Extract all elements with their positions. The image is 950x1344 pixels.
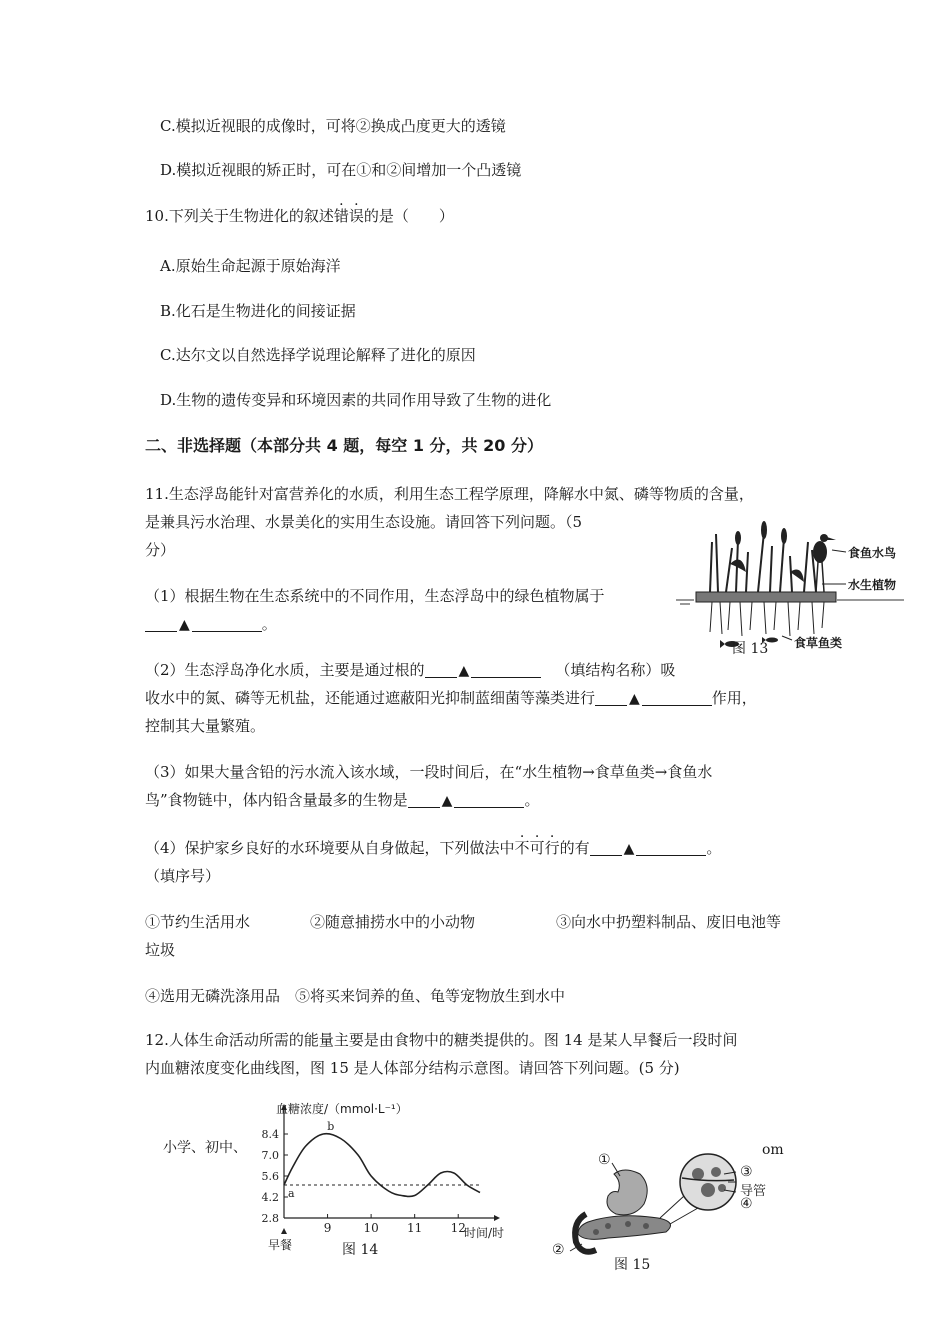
text: 鸟”食物链中，体内铅含量最多的生物是 bbox=[145, 791, 408, 809]
q11-part2-line2 bbox=[145, 687, 757, 710]
punct: 。 bbox=[706, 839, 722, 857]
q10-stem-pre: 10.下列关于生物进化的叙述 bbox=[145, 207, 334, 225]
fig15-label-1: ① bbox=[598, 1152, 611, 1168]
q11-part1-answer bbox=[145, 613, 277, 636]
emphasis-char: 错 bbox=[333, 207, 349, 225]
blank-marker: ▲ bbox=[629, 691, 640, 707]
fig15-label-4: ④ bbox=[740, 1196, 753, 1212]
y-tick-label: 5.6 bbox=[261, 1170, 279, 1183]
x-tick-label: 9 bbox=[323, 1221, 332, 1235]
fig15-label-duct: 导管 bbox=[740, 1184, 767, 1199]
answer-blank[interactable] bbox=[471, 659, 541, 678]
x-tick-label: 12 bbox=[450, 1221, 466, 1235]
answer-blank[interactable] bbox=[145, 613, 177, 632]
punct: 。 bbox=[524, 791, 540, 809]
point-label-a: a bbox=[288, 1187, 295, 1200]
blank-marker: ▲ bbox=[623, 841, 635, 857]
text: 的有 bbox=[559, 839, 590, 857]
answer-blank[interactable] bbox=[590, 837, 622, 856]
breakfast-arrow bbox=[281, 1228, 287, 1234]
answer-blank[interactable] bbox=[636, 837, 706, 856]
answer-blank[interactable] bbox=[642, 687, 712, 706]
fig15-label-3: ③ bbox=[740, 1164, 753, 1180]
blank-marker: ▲ bbox=[179, 617, 190, 633]
q12-intro-2: 内血糖浓度变化曲线图，图 15 是人体部分结构示意图。请回答下列问题。(5 分) bbox=[145, 1059, 680, 1077]
chart-xlabel: 时间/时 bbox=[464, 1226, 505, 1240]
emphasis-char: 不 bbox=[514, 839, 530, 857]
punct: 。 bbox=[261, 615, 277, 633]
q9-option-d: D.模拟近视眼的矫正时，可在①和②间增加一个凸透镜 bbox=[160, 161, 522, 179]
q11-choice-2: ②随意捕捞水中的小动物 bbox=[310, 913, 476, 931]
q11-intro-1: 11.生态浮岛能针对富营养化的水质，利用生态工程学原理，降解水中氮、磷等物质的含量， bbox=[145, 485, 754, 503]
answer-blank[interactable] bbox=[595, 687, 627, 706]
figure-13-caption: 图 13 bbox=[732, 641, 769, 657]
q11-choice-3: ③向水中扔塑料制品、废旧电池等 bbox=[556, 913, 782, 931]
q10-option-b: B.化石是生物进化的间接证据 bbox=[160, 302, 356, 320]
emphasis-char: 误 bbox=[348, 207, 364, 225]
figure-15 bbox=[548, 1152, 788, 1276]
emphasis-char: 可 bbox=[529, 839, 545, 857]
blank-marker: ▲ bbox=[458, 663, 470, 679]
chart-title: 图 14 bbox=[342, 1242, 379, 1258]
q10-option-a: A.原始生命起源于原始海洋 bbox=[160, 257, 341, 275]
q10-stem-post: 的是（ ） bbox=[363, 207, 454, 225]
q10-option-c: C.达尔文以自然选择学说理论解释了进化的原因 bbox=[160, 346, 476, 364]
text: （填结构名称）吸 bbox=[555, 661, 676, 679]
q11-choice-1: ①节约生活用水 bbox=[145, 913, 251, 931]
x-axis-arrow bbox=[494, 1215, 500, 1221]
label-bird: 食鱼水鸟 bbox=[848, 546, 897, 560]
x-tick-label: 10 bbox=[363, 1221, 379, 1235]
q11-part4-line1 bbox=[145, 837, 721, 860]
watermark-text-left: 小学、初中、 bbox=[163, 1140, 247, 1156]
y-tick-label: 2.8 bbox=[261, 1212, 279, 1225]
q11-part1: （1）根据生物在生态系统中的不同作用，生态浮岛中的绿色植物属于 bbox=[145, 587, 605, 605]
q9-option-c: C.模拟近视眼的成像时，可将②换成凸度更大的透镜 bbox=[160, 117, 506, 135]
text: （4）保护家乡良好的水环境要从自身做起，下列做法中 bbox=[145, 839, 515, 857]
q11-part4-line2: （填序号） bbox=[145, 867, 221, 885]
answer-blank[interactable] bbox=[408, 789, 440, 808]
q12-intro-1: 12.人体生命活动所需的能量主要是由食物中的糖类提供的。图 14 是某人早餐后一段时间 bbox=[145, 1031, 738, 1049]
text: 收水中的氮、磷等无机盐，还能通过遮蔽阳光抑制蓝细菌等藻类进行 bbox=[145, 689, 596, 707]
y-tick-label: 8.4 bbox=[261, 1128, 279, 1141]
fig15-label-2: ② bbox=[552, 1242, 565, 1258]
watermark-text-right: om bbox=[762, 1142, 784, 1158]
x-tick-label: 11 bbox=[407, 1221, 423, 1235]
q11-part3-line2 bbox=[145, 789, 539, 812]
label-fish: 食草鱼类 bbox=[794, 636, 843, 650]
q11-choice-3-cont: 垃圾 bbox=[145, 941, 176, 959]
q10-stem bbox=[145, 205, 454, 227]
figure-15-caption: 图 15 bbox=[614, 1257, 651, 1273]
answer-blank[interactable] bbox=[425, 659, 457, 678]
chart-ylabel: 血糖浓度/（mmol·L⁻¹） bbox=[276, 1102, 408, 1116]
emphasis-char: 行 bbox=[544, 839, 560, 857]
answer-blank[interactable] bbox=[454, 789, 524, 808]
chart-x-start-label: 早餐 bbox=[268, 1238, 293, 1252]
y-tick-label: 7.0 bbox=[261, 1149, 279, 1162]
text: （2）生态浮岛净化水质，主要是通过根的 bbox=[145, 661, 425, 679]
section-2-heading: 二、非选择题（本部分共 4 题，每空 1 分，共 20 分） bbox=[145, 436, 543, 455]
q11-part2-line3: 控制其大量繁殖。 bbox=[145, 717, 266, 735]
figure-14-chart bbox=[248, 1100, 520, 1260]
blank-marker: ▲ bbox=[441, 793, 453, 809]
answer-blank[interactable] bbox=[192, 613, 262, 632]
q11-intro-3: 分） bbox=[145, 541, 176, 559]
q11-choices-4-5: ④选用无磷洗涤用品 ⑤将买来饲养的鱼、龟等宠物放生到水中 bbox=[145, 987, 566, 1005]
figure-13 bbox=[672, 512, 912, 662]
q11-part3-line1: （3）如果大量含铅的污水流入该水域，一段时间后，在“水生植物→食草鱼类→食鱼水 bbox=[145, 763, 713, 781]
q10-option-d: D.生物的遗传变异和环境因素的共同作用导致了生物的进化 bbox=[160, 391, 552, 409]
q11-part2-line1 bbox=[145, 659, 675, 682]
q11-intro-2: 是兼具污水治理、水景美化的实用生态设施。请回答下列问题。（5 bbox=[145, 513, 583, 531]
label-plant: 水生植物 bbox=[848, 578, 897, 592]
y-tick-label: 4.2 bbox=[261, 1191, 279, 1204]
text: 作用， bbox=[711, 689, 757, 707]
blood-sugar-series-line bbox=[284, 1134, 480, 1197]
point-label-b: b bbox=[327, 1120, 335, 1133]
